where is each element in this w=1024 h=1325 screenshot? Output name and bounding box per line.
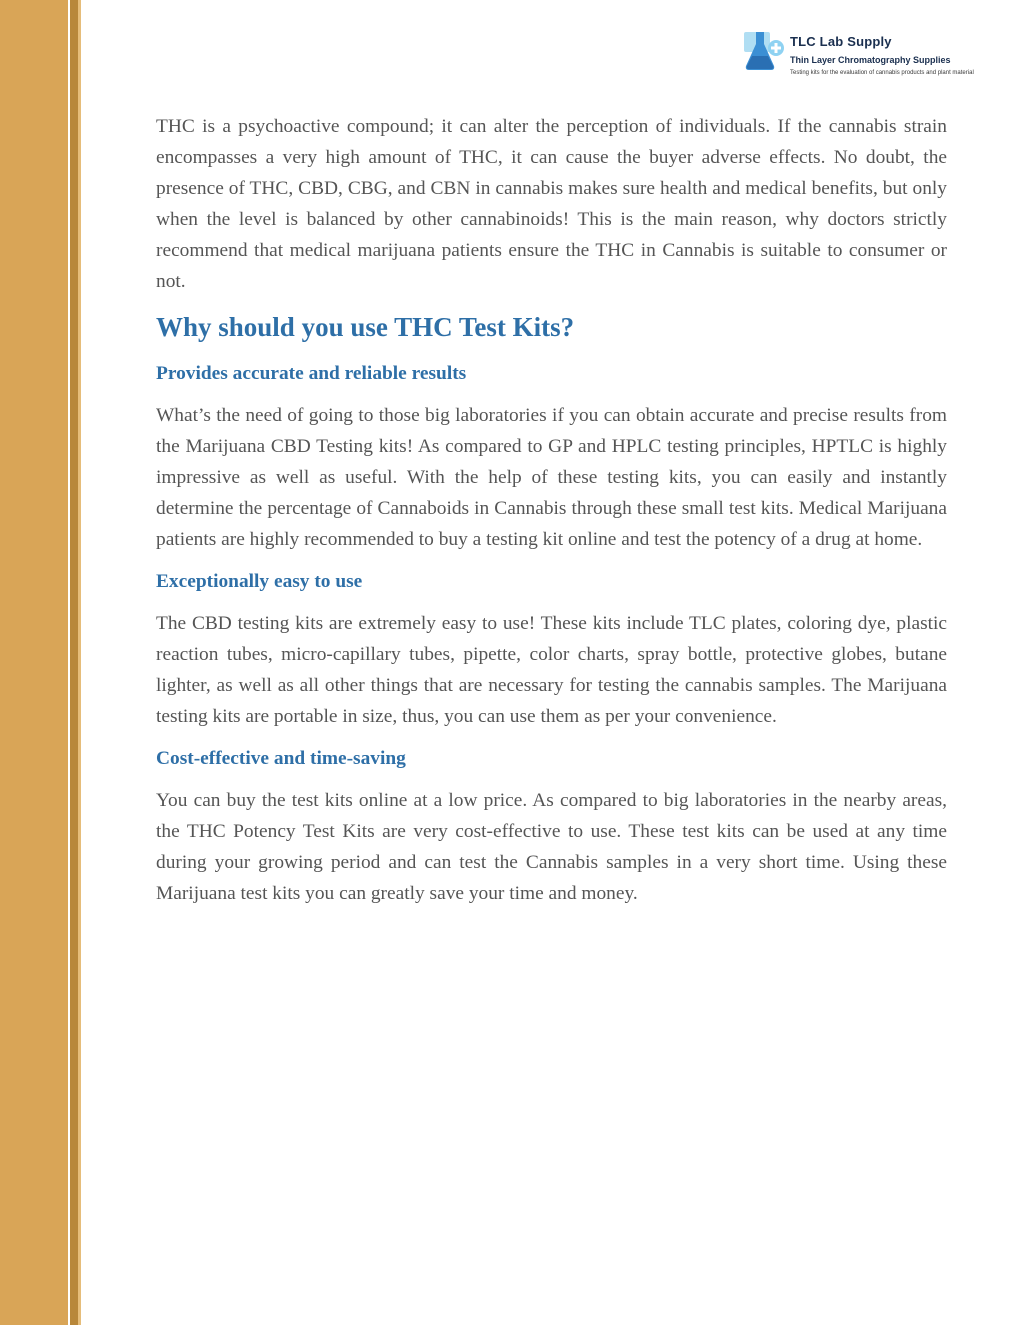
subheading-accurate-results: Provides accurate and reliable results xyxy=(156,363,467,384)
paragraph-accurate-results: What’s the need of going to those big laboratories if you can obtain accurate and precise results from the Marijuana CBD Testing kits! As compared to GP and HPLC testing principles, HPTLC is highly impressive as well as useful. With the help of these testing kits, you can easily and instantly determine the percentage of Cannaboids in Cannabis through these small test kits. Medical Marijuana patients are highly recommended to buy a testing kit online and test the potency of a drug at home. xyxy=(156,405,947,550)
paragraph-cost-effective: You can buy the test kits online at a low price. As compared to big laboratories in the nearby areas, the THC Potency Test Kits are very cost-effective to use. These test kits can be used at any time during your growing period and can test the Cannabis samples in a very short time. Using these Marijuana test kits you can greatly save your time and money. xyxy=(156,790,947,904)
logo-title: TLC Lab Supply xyxy=(790,34,892,49)
flask-icon xyxy=(742,28,788,74)
subheading-cost-effective: Cost-effective and time-saving xyxy=(156,748,406,769)
logo-subtitle: Thin Layer Chromatography Supplies xyxy=(790,55,951,65)
section-heading: Why should you use THC Test Kits? xyxy=(156,312,575,342)
logo-tagline: Testing kits for the evaluation of cannabis products and plant material xyxy=(790,70,974,76)
side-decorative-line-light xyxy=(78,0,81,1325)
intro-paragraph: THC is a psychoactive compound; it can alter the perception of individuals. If the cannabis strain encompasses a very high amount of THC, it can cause the buyer adverse effects. No doubt, the presence of THC, CBD, CBG, and CBN in cannabis makes sure health and medical benefits, but only when the level is balanced by other cannabinoids! This is the main reason, why doctors strictly recommend that medical marijuana patients ensure the THC in Cannabis is suitable to consumer or not. xyxy=(156,116,947,292)
side-decorative-band xyxy=(0,0,68,1325)
brand-logo xyxy=(742,28,982,84)
side-decorative-line xyxy=(70,0,78,1325)
paragraph-easy-to-use: The CBD testing kits are extremely easy to use! These kits include TLC plates, coloring dye, plastic reaction tubes, micro-capillary tubes, pipette, color charts, spray bottle, protective globes, butane lighter, as well as all other things that are necessary for testing the cannabis samples. The Marijuana testing kits are portable in size, thus, you can use them as per your convenience. xyxy=(156,613,947,727)
subheading-easy-to-use: Exceptionally easy to use xyxy=(156,571,363,592)
document-body xyxy=(156,111,947,909)
